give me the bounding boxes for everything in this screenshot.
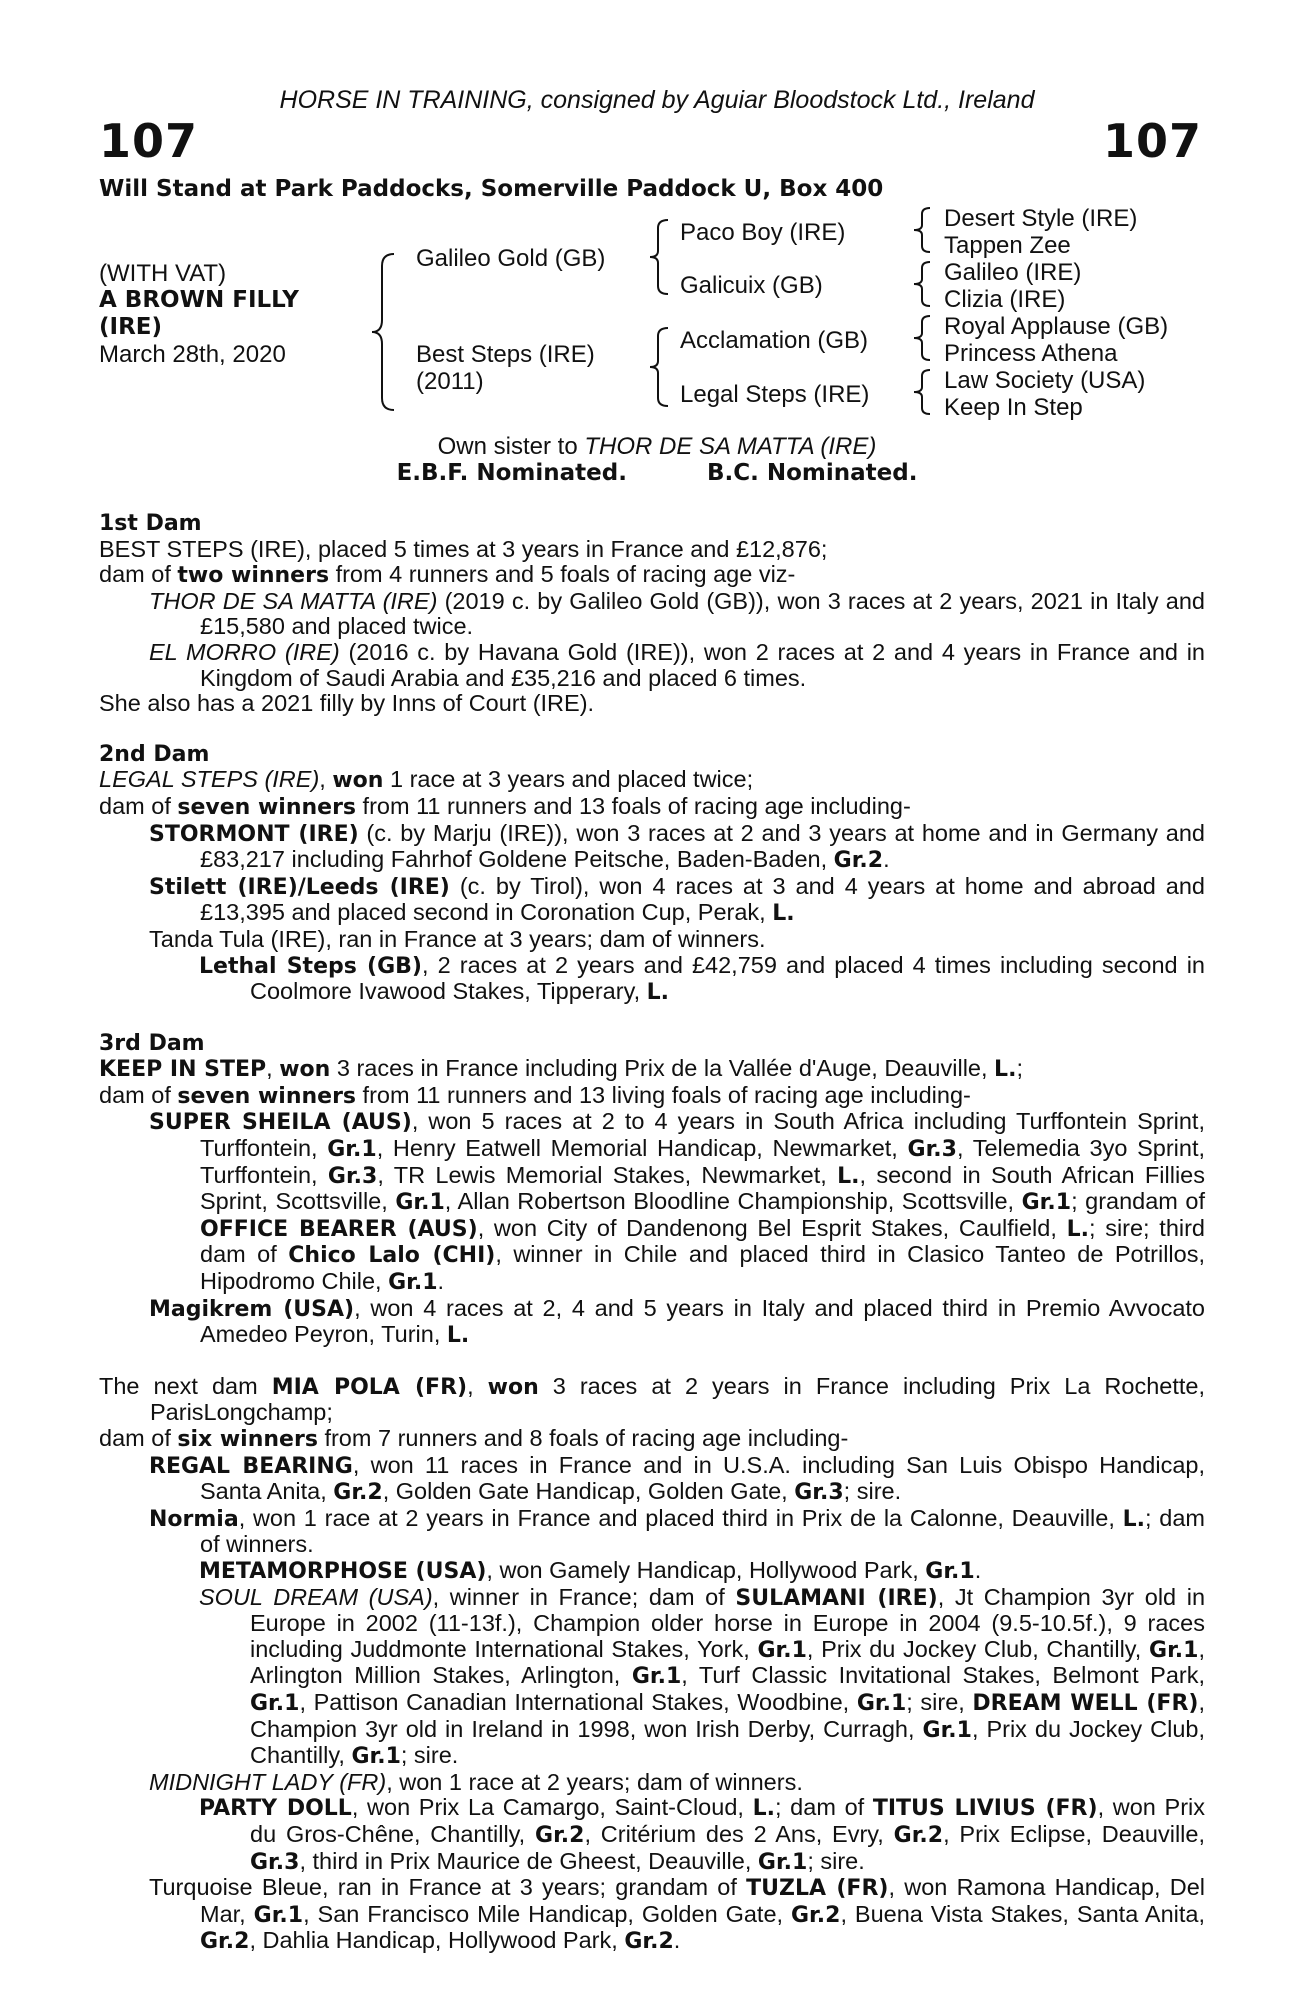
produce-lethal-steps: Lethal Steps (GB), 2 races at 2 years and £42,759 and placed 4 times including second in Coolmore Ivawood Stakes, Tipperary, L. <box>199 951 1205 1006</box>
catalogue-body <box>99 511 1205 1955</box>
produce-regal-bearing: REGAL BEARING, won 11 races in France and in U.S.A. including San Luis Obispo Handicap, Santa Anita, Gr.2, Golden Gate Handicap, Golden Gate, Gr.3; sire. <box>149 1451 1205 1506</box>
third-dam-section <box>99 1031 1205 1349</box>
second-dam-section <box>99 742 1205 1006</box>
ancestor-1: Desert Style (IRE) <box>944 205 1138 232</box>
own-sister-note <box>0 433 1314 461</box>
first-dam-foal-note: She also has a 2021 filly by Inns of Court (IRE). <box>99 690 595 717</box>
ancestor-4: Clizia (IRE) <box>944 286 1066 313</box>
ancestor-2: Tappen Zee <box>944 232 1071 259</box>
own-sister-prefix: Own sister to <box>437 433 585 460</box>
first-dam-section <box>99 511 1205 717</box>
horse-name: A BROWN FILLY <box>99 287 299 313</box>
bc-nomination: B.C. Nominated. <box>706 460 918 486</box>
dam-name: Best Steps (IRE) <box>416 341 595 368</box>
third-dam-heading: 3rd Dam <box>99 1030 205 1056</box>
consignment-line: HORSE IN TRAINING, consigned by Aguiar Bloodstock Ltd., Ireland <box>279 86 1035 114</box>
second-dam-produce-line: dam of seven winners from 11 runners and 13 foals of racing age including- <box>99 792 911 820</box>
dam-sire: Acclamation (GB) <box>680 327 869 354</box>
produce-normia: Normia, won 1 race at 2 years in France and placed third in Prix de la Calonne, Deauville, L.; dam of winners. <box>149 1504 1205 1558</box>
produce-turquoise-bleue: Turquoise Bleue, ran in France at 3 years; grandam of TUZLA (FR), won Ramona Handicap, Del Mar, Gr.1, San Francisco Mile Handicap, Golden Gate, Gr.2, Buena Vista Stakes, Santa Anita, Gr.2, Dahlia Handicap, Hollywood Park, Gr.2. <box>149 1874 1205 1955</box>
pedigree-brace-g1 <box>912 206 934 254</box>
produce-stormont: STORMONT (IRE) (c. by Marju (IRE)), won 3 races at 2 and 3 years at home and in Germany and £83,217 including Fahrhof Goldene Peitsche, Baden-Baden, Gr.2. <box>149 819 1205 874</box>
third-dam-produce-line: dam of seven winners from 11 runners and 13 living foals of racing age including- <box>99 1081 971 1109</box>
horse-origin: (IRE) <box>99 314 163 340</box>
first-dam-produce-line: dam of two winners from 4 runners and 5 foals of racing age viz- <box>99 561 796 589</box>
sire-name: Galileo Gold (GB) <box>416 245 606 272</box>
pedigree-brace-main <box>370 252 400 412</box>
foaling-date: March 28th, 2020 <box>99 341 286 368</box>
produce-tanda-tula: Tanda Tula (IRE), ran in France at 3 years; dam of winners. <box>149 925 766 952</box>
stand-location: Will Stand at Park Paddocks, Somerville Paddock U, Box 400 <box>99 176 884 202</box>
pedigree-brace-sire <box>648 218 672 296</box>
ebf-nomination: E.B.F. Nominated. <box>396 460 627 486</box>
produce-el-morro: EL MORRO (IRE) (2016 c. by Havana Gold (IRE)), won 2 races at 2 and 4 years in France and in Kingdom of Saudi Arabia and £35,216 and placed 6 times. <box>149 638 1206 691</box>
produce-stilett: Stilett (IRE)/Leeds (IRE) (c. by Tirol), won 4 races at 3 and 4 years at home and abroad and £13,395 and placed second in Coronation Cup, Perak, L. <box>149 872 1206 927</box>
third-dam-line: KEEP IN STEP, won 3 races in France including Prix de la Vallée d'Auge, Deauville, L.; <box>99 1055 1023 1083</box>
second-dam-heading: 2nd Dam <box>99 741 210 767</box>
produce-midnight-lady: MIDNIGHT LADY (FR), won 1 race at 2 years; dam of winners. <box>149 1768 803 1795</box>
ancestor-7: Law Society (USA) <box>944 367 1146 394</box>
ancestor-8: Keep In Step <box>944 394 1083 421</box>
dam-year: (2011) <box>416 368 484 395</box>
next-dam-section <box>99 1374 1205 1955</box>
nominations <box>0 460 1314 486</box>
pedigree-brace-g3 <box>912 314 934 362</box>
produce-metamorphose: METAMORPHOSE (USA), won Gamely Handicap, Hollywood Park, Gr.1. <box>199 1556 982 1584</box>
lot-number-left: 107 <box>99 114 199 168</box>
pedigree-brace-g4 <box>912 368 934 416</box>
own-sister-name: THOR DE SA MATTA (IRE) <box>584 433 877 460</box>
lot-number-right: 107 <box>1102 114 1202 168</box>
second-dam-line: LEGAL STEPS (IRE), won 1 race at 3 years and placed twice; <box>99 766 754 794</box>
ancestor-5: Royal Applause (GB) <box>944 313 1169 340</box>
produce-party-doll: PARTY DOLL, won Prix La Camargo, Saint-Cloud, L.; dam of TITUS LIVIUS (FR), won Prix du Gros-Chêne, Chantilly, Gr.2, Critérium des 2 Ans, Evry, Gr.2, Prix Eclipse, Deauville, Gr.3, third in Prix Maurice de Gheest, Deauville, Gr.1; sire. <box>199 1794 1206 1875</box>
pedigree-brace-dam <box>648 326 672 408</box>
dam-dam: Legal Steps (IRE) <box>680 381 870 408</box>
produce-magikrem: Magikrem (USA), won 4 races at 2, 4 and 5 years in Italy and placed third in Premio Avvocato Amedeo Peyron, Turin, L. <box>149 1294 1205 1349</box>
first-dam-line: BEST STEPS (IRE), placed 5 times at 3 years in France and £12,876; <box>99 535 828 562</box>
produce-thor-de-sa-matta: THOR DE SA MATTA (IRE) (2019 c. by Galileo Gold (GB)), won 3 races at 2 years, 2021 in Italy and £15,580 and placed twice. <box>149 587 1205 640</box>
produce-super-sheila: SUPER SHEILA (AUS), won 5 races at 2 to 4 years in South Africa including Turffontein Sprint, Turffontein, Gr.1, Henry Eatwell Memorial Handicap, Newmarket, Gr.3, Telemedia 3yo Sprint, Turffontein, Gr.3, TR Lewis Memorial Stakes, Newmarket, L., second in South African Fillies Sprint, Scottsville, Gr.1, Allan Robertson Bloodline Championship, Scottsville, Gr.1; grandam of OFFICE BEARER (AUS), won City of Dandenong Bel Esprit Stakes, Caulfield, L.; sire; third dam of Chico Lalo (CHI), winner in Chile and placed third in Clasico Tanteo de Potrillos, Hipodromo Chile, Gr.1. <box>149 1108 1206 1296</box>
first-dam-heading: 1st Dam <box>99 511 202 536</box>
ancestor-6: Princess Athena <box>944 340 1118 367</box>
produce-soul-dream: SOUL DREAM (USA), winner in France; dam of SULAMANI (IRE), Jt Champion 3yr old in Europe in 2002 (11-13f.), Champion older horse in Europe in 2004 (9.5-10.5f.), 9 races including Juddmonte International Stakes, York, Gr.1, Prix du Jockey Club, Chantilly, Gr.1, Arlington Million Stakes, Arlington, Gr.1, Turf Classic Invitational Stakes, Belmont Park, Gr.1, Pattison Canadian International Stakes, Woodbine, Gr.1; sire, DREAM WELL (FR), Champion 3yr old in Ireland in 1998, won Irish Derby, Curragh, Gr.1, Prix du Jockey Club, Chantilly, Gr.1; sire. <box>199 1583 1206 1770</box>
pedigree-brace-g2 <box>912 260 934 308</box>
sire-dam: Galicuix (GB) <box>680 272 823 299</box>
sire-sire: Paco Boy (IRE) <box>680 219 846 246</box>
next-dam-produce-line: dam of six winners from 7 runners and 8 foals of racing age including- <box>99 1425 849 1452</box>
ancestor-3: Galileo (IRE) <box>944 259 1082 286</box>
next-dam-line: The next dam MIA POLA (FR), won 3 races at 2 years in France including Prix La Rochette, ParisLongchamp; <box>99 1372 1206 1426</box>
vat-note: (WITH VAT) <box>99 260 227 287</box>
